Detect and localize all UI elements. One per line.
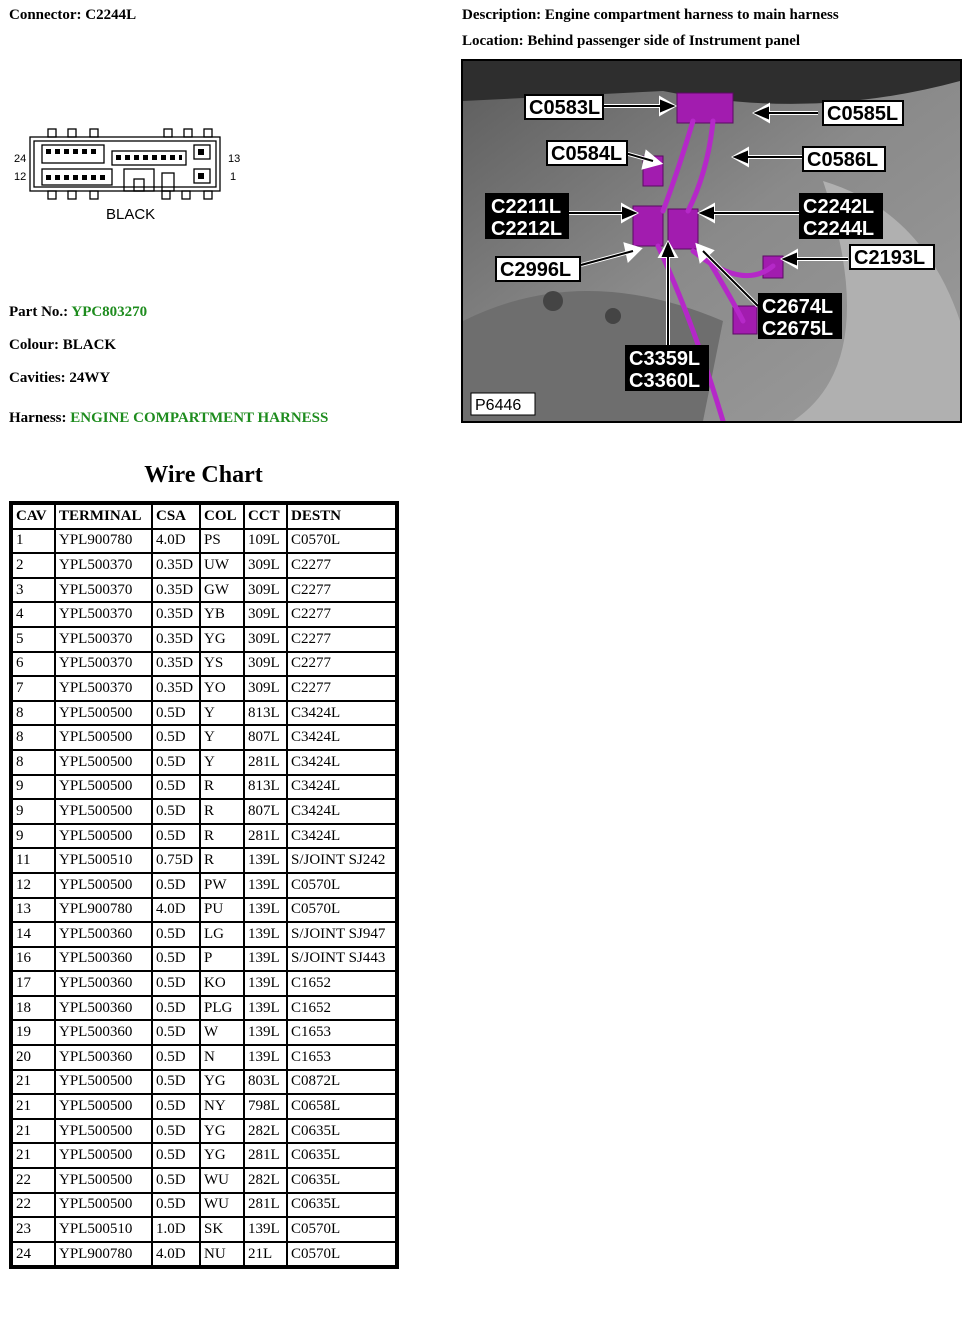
table-row bbox=[12, 1217, 396, 1242]
csa-cell: 0.35D bbox=[152, 578, 200, 603]
callout-c0584l: C0584L bbox=[551, 143, 623, 165]
callout-c2996l: C2996L bbox=[500, 259, 572, 281]
destination-cell: C1652 bbox=[287, 996, 396, 1021]
table-row bbox=[12, 775, 396, 800]
destination-cell: C0635L bbox=[287, 1193, 396, 1218]
wire-chart-table bbox=[9, 501, 399, 1269]
colour-cell: Y bbox=[200, 725, 244, 750]
colour-label: Colour: bbox=[9, 337, 59, 353]
colour-cell: N bbox=[200, 1045, 244, 1070]
terminal-cell: YPL500500 bbox=[55, 1168, 152, 1193]
circuit-cell: 309L bbox=[244, 652, 287, 677]
csa-cell: 4.0D bbox=[152, 1242, 200, 1267]
csa-cell: 0.5D bbox=[152, 1020, 200, 1045]
table-row bbox=[12, 676, 396, 701]
header-cct: CCT bbox=[244, 504, 287, 529]
harness-link[interactable]: ENGINE COMPARTMENT HARNESS bbox=[70, 410, 329, 426]
table-row bbox=[12, 1070, 396, 1095]
table-row bbox=[12, 602, 396, 627]
circuit-cell: 309L bbox=[244, 602, 287, 627]
destination-cell: C0658L bbox=[287, 1094, 396, 1119]
cavities-value: 24WY bbox=[69, 370, 111, 386]
photo-id-label: P6446 bbox=[475, 397, 522, 414]
cav-cell: 8 bbox=[12, 750, 55, 775]
terminal-cell: YPL500360 bbox=[55, 922, 152, 947]
csa-cell: 0.5D bbox=[152, 1045, 200, 1070]
terminal-cell: YPL500360 bbox=[55, 971, 152, 996]
location-line bbox=[462, 33, 800, 50]
circuit-cell: 309L bbox=[244, 676, 287, 701]
csa-cell: 0.5D bbox=[152, 1070, 200, 1095]
circuit-cell: 282L bbox=[244, 1168, 287, 1193]
terminal-cell: YPL500360 bbox=[55, 947, 152, 972]
destination-cell: S/JOINT SJ443 bbox=[287, 947, 396, 972]
callout-c0583l: C0583L bbox=[529, 97, 601, 119]
table-row bbox=[12, 627, 396, 652]
colour-cell: GW bbox=[200, 578, 244, 603]
destination-cell: C3424L bbox=[287, 775, 396, 800]
callout-c2211l: C2211L bbox=[491, 196, 562, 218]
table-row bbox=[12, 947, 396, 972]
cav-cell: 24 bbox=[12, 1242, 55, 1267]
cav-cell: 23 bbox=[12, 1217, 55, 1242]
colour-cell: YG bbox=[200, 1070, 244, 1095]
table-row bbox=[12, 996, 396, 1021]
cavities-line bbox=[9, 370, 110, 387]
terminal-cell: YPL900780 bbox=[55, 898, 152, 923]
table-row bbox=[12, 799, 396, 824]
csa-cell: 0.75D bbox=[152, 848, 200, 873]
destination-cell: C1653 bbox=[287, 1045, 396, 1070]
callout-c2193l: C2193L bbox=[854, 247, 926, 269]
csa-cell: 0.5D bbox=[152, 799, 200, 824]
colour-cell: W bbox=[200, 1020, 244, 1045]
destination-cell: C0872L bbox=[287, 1070, 396, 1095]
circuit-cell: 109L bbox=[244, 529, 287, 554]
circuit-cell: 807L bbox=[244, 799, 287, 824]
colour-cell: P bbox=[200, 947, 244, 972]
circuit-cell: 813L bbox=[244, 701, 287, 726]
csa-cell: 1.0D bbox=[152, 1217, 200, 1242]
csa-cell: 0.5D bbox=[152, 947, 200, 972]
table-row bbox=[12, 922, 396, 947]
circuit-cell: 139L bbox=[244, 848, 287, 873]
csa-cell: 0.5D bbox=[152, 873, 200, 898]
csa-cell: 0.5D bbox=[152, 1193, 200, 1218]
table-row bbox=[12, 971, 396, 996]
table-row bbox=[12, 1094, 396, 1119]
header-col: COL bbox=[200, 504, 244, 529]
destination-cell: C2277 bbox=[287, 578, 396, 603]
destination-cell: S/JOINT SJ947 bbox=[287, 922, 396, 947]
circuit-cell: 139L bbox=[244, 898, 287, 923]
header-csa: CSA bbox=[152, 504, 200, 529]
csa-cell: 0.5D bbox=[152, 971, 200, 996]
circuit-cell: 309L bbox=[244, 578, 287, 603]
colour-cell: WU bbox=[200, 1193, 244, 1218]
terminal-cell: YPL500500 bbox=[55, 750, 152, 775]
destination-cell: C0570L bbox=[287, 873, 396, 898]
cav-cell: 19 bbox=[12, 1020, 55, 1045]
circuit-cell: 139L bbox=[244, 922, 287, 947]
connector-label: Connector: bbox=[9, 7, 82, 23]
destination-cell: C3424L bbox=[287, 750, 396, 775]
terminal-cell: YPL500370 bbox=[55, 602, 152, 627]
terminal-cell: YPL500500 bbox=[55, 1119, 152, 1144]
colour-cell: Y bbox=[200, 750, 244, 775]
csa-cell: 4.0D bbox=[152, 529, 200, 554]
table-row bbox=[12, 1242, 396, 1267]
csa-cell: 0.35D bbox=[152, 627, 200, 652]
circuit-cell: 139L bbox=[244, 1020, 287, 1045]
location-value: Behind passenger side of Instrument panel bbox=[527, 33, 801, 49]
terminal-cell: YPL500500 bbox=[55, 701, 152, 726]
callout-c3360l: C3360L bbox=[629, 370, 701, 392]
circuit-cell: 139L bbox=[244, 996, 287, 1021]
header-terminal: TERMINAL bbox=[55, 504, 152, 529]
colour-cell: KO bbox=[200, 971, 244, 996]
connector-line bbox=[9, 7, 136, 24]
csa-cell: 0.5D bbox=[152, 775, 200, 800]
colour-cell: YG bbox=[200, 627, 244, 652]
wire-chart-title: Wire Chart bbox=[144, 462, 263, 488]
callout-c2242l: C2242L bbox=[803, 196, 875, 218]
terminal-cell: YPL500500 bbox=[55, 725, 152, 750]
destination-cell: C0635L bbox=[287, 1168, 396, 1193]
destination-cell: C3424L bbox=[287, 725, 396, 750]
table-row bbox=[12, 898, 396, 923]
table-row bbox=[12, 652, 396, 677]
cav-cell: 22 bbox=[12, 1168, 55, 1193]
cav-cell: 21 bbox=[12, 1143, 55, 1168]
destination-cell: C2277 bbox=[287, 553, 396, 578]
colour-cell: YB bbox=[200, 602, 244, 627]
csa-cell: 0.5D bbox=[152, 1119, 200, 1144]
diagram-colour-label: BLACK bbox=[106, 206, 156, 223]
cav-cell: 16 bbox=[12, 947, 55, 972]
callout-c2674l: C2674L bbox=[762, 296, 834, 318]
circuit-cell: 139L bbox=[244, 1045, 287, 1070]
colour-cell: LG bbox=[200, 922, 244, 947]
table-row bbox=[12, 725, 396, 750]
table-row bbox=[12, 578, 396, 603]
terminal-cell: YPL500360 bbox=[55, 1020, 152, 1045]
connector-block-c2242l bbox=[668, 209, 698, 249]
cav-cell: 17 bbox=[12, 971, 55, 996]
destination-cell: C2277 bbox=[287, 652, 396, 677]
csa-cell: 0.35D bbox=[152, 602, 200, 627]
connector-value: C2244L bbox=[85, 7, 137, 23]
colour-cell: PU bbox=[200, 898, 244, 923]
colour-cell: YG bbox=[200, 1143, 244, 1168]
destination-cell: C1653 bbox=[287, 1020, 396, 1045]
colour-cell: WU bbox=[200, 1168, 244, 1193]
callout-c0585l: C0585L bbox=[827, 103, 899, 125]
destination-cell: C2277 bbox=[287, 676, 396, 701]
pin-12-label: 12 bbox=[14, 171, 27, 183]
terminal-cell: YPL900780 bbox=[55, 1242, 152, 1267]
table-row bbox=[12, 1143, 396, 1168]
colour-cell: NY bbox=[200, 1094, 244, 1119]
cav-cell: 6 bbox=[12, 652, 55, 677]
csa-cell: 0.5D bbox=[152, 1094, 200, 1119]
circuit-cell: 281L bbox=[244, 824, 287, 849]
table-row bbox=[12, 750, 396, 775]
terminal-cell: YPL500360 bbox=[55, 1045, 152, 1070]
cavities-label: Cavities: bbox=[9, 370, 66, 386]
cav-cell: 8 bbox=[12, 701, 55, 726]
circuit-cell: 139L bbox=[244, 873, 287, 898]
cav-cell: 21 bbox=[12, 1119, 55, 1144]
table-row bbox=[12, 1045, 396, 1070]
circuit-cell: 281L bbox=[244, 750, 287, 775]
terminal-cell: YPL500500 bbox=[55, 1070, 152, 1095]
csa-cell: 0.35D bbox=[152, 553, 200, 578]
cav-cell: 12 bbox=[12, 873, 55, 898]
circuit-cell: 807L bbox=[244, 725, 287, 750]
destination-cell: C0570L bbox=[287, 898, 396, 923]
cav-cell: 9 bbox=[12, 799, 55, 824]
cav-cell: 14 bbox=[12, 922, 55, 947]
pin-13-label: 13 bbox=[228, 153, 241, 165]
destination-cell: C2277 bbox=[287, 602, 396, 627]
destination-cell: C0635L bbox=[287, 1119, 396, 1144]
table-row bbox=[12, 1168, 396, 1193]
callout-c2244l: C2244L bbox=[803, 218, 875, 240]
terminal-cell: YPL500500 bbox=[55, 775, 152, 800]
table-row bbox=[12, 1020, 396, 1045]
terminal-cell: YPL500500 bbox=[55, 1143, 152, 1168]
part-number-link[interactable]: YPC803270 bbox=[71, 304, 148, 320]
table-row bbox=[12, 553, 396, 578]
circuit-cell: 309L bbox=[244, 553, 287, 578]
callout-c0586l: C0586L bbox=[807, 149, 879, 171]
destination-cell: C0570L bbox=[287, 529, 396, 554]
cav-cell: 22 bbox=[12, 1193, 55, 1218]
colour-cell: Y bbox=[200, 701, 244, 726]
csa-cell: 4.0D bbox=[152, 898, 200, 923]
terminal-cell: YPL500500 bbox=[55, 824, 152, 849]
table-row bbox=[12, 701, 396, 726]
csa-cell: 0.5D bbox=[152, 750, 200, 775]
colour-line bbox=[9, 337, 116, 354]
cav-cell: 2 bbox=[12, 553, 55, 578]
panel-hole-icon bbox=[605, 308, 621, 324]
terminal-cell: YPL500370 bbox=[55, 676, 152, 701]
csa-cell: 0.5D bbox=[152, 701, 200, 726]
cav-cell: 1 bbox=[12, 529, 55, 554]
colour-cell: YS bbox=[200, 652, 244, 677]
circuit-cell: 282L bbox=[244, 1119, 287, 1144]
destination-cell: C3424L bbox=[287, 701, 396, 726]
description-line bbox=[462, 7, 839, 24]
colour-cell: NU bbox=[200, 1242, 244, 1267]
circuit-cell: 139L bbox=[244, 947, 287, 972]
destination-cell: C2277 bbox=[287, 627, 396, 652]
wire-chart-header-row bbox=[12, 504, 396, 529]
circuit-cell: 139L bbox=[244, 1217, 287, 1242]
destination-cell: C0570L bbox=[287, 1217, 396, 1242]
cav-cell: 18 bbox=[12, 996, 55, 1021]
destination-cell: C0570L bbox=[287, 1242, 396, 1267]
terminal-cell: YPL500510 bbox=[55, 1217, 152, 1242]
terminal-cell: YPL500510 bbox=[55, 848, 152, 873]
connector-face-diagram bbox=[12, 125, 252, 225]
table-row bbox=[12, 873, 396, 898]
circuit-cell: 21L bbox=[244, 1242, 287, 1267]
callout-c2675l: C2675L bbox=[762, 318, 834, 340]
csa-cell: 0.5D bbox=[152, 824, 200, 849]
connector-block-c2211l bbox=[633, 206, 663, 246]
circuit-cell: 281L bbox=[244, 1193, 287, 1218]
pin-1-label: 1 bbox=[230, 171, 237, 183]
cav-cell: 13 bbox=[12, 898, 55, 923]
circuit-cell: 813L bbox=[244, 775, 287, 800]
terminal-cell: YPL500370 bbox=[55, 627, 152, 652]
destination-cell: C1652 bbox=[287, 971, 396, 996]
csa-cell: 0.5D bbox=[152, 922, 200, 947]
callout-c3359l: C3359L bbox=[629, 348, 701, 370]
terminal-cell: YPL900780 bbox=[55, 529, 152, 554]
destination-cell: C3424L bbox=[287, 824, 396, 849]
cav-cell: 21 bbox=[12, 1094, 55, 1119]
harness-line bbox=[9, 410, 328, 427]
csa-cell: 0.5D bbox=[152, 1143, 200, 1168]
cav-cell: 4 bbox=[12, 602, 55, 627]
location-photo bbox=[461, 59, 962, 423]
part-number-line bbox=[9, 304, 147, 321]
cav-cell: 9 bbox=[12, 824, 55, 849]
cav-cell: 7 bbox=[12, 676, 55, 701]
table-row bbox=[12, 848, 396, 873]
colour-value: BLACK bbox=[62, 337, 117, 353]
colour-cell: SK bbox=[200, 1217, 244, 1242]
header-cav: CAV bbox=[12, 504, 55, 529]
header-destn: DESTN bbox=[287, 504, 396, 529]
colour-cell: PLG bbox=[200, 996, 244, 1021]
terminal-cell: YPL500500 bbox=[55, 1094, 152, 1119]
cav-cell: 8 bbox=[12, 725, 55, 750]
wire-chart-body bbox=[12, 529, 396, 1267]
terminal-cell: YPL500500 bbox=[55, 1193, 152, 1218]
circuit-cell: 803L bbox=[244, 1070, 287, 1095]
pin-24-label: 24 bbox=[14, 153, 27, 165]
terminal-cell: YPL500370 bbox=[55, 553, 152, 578]
colour-cell: R bbox=[200, 799, 244, 824]
location-label: Location: bbox=[462, 33, 524, 49]
table-row bbox=[12, 824, 396, 849]
csa-cell: 0.5D bbox=[152, 996, 200, 1021]
terminal-cell: YPL500370 bbox=[55, 578, 152, 603]
table-row bbox=[12, 1193, 396, 1218]
colour-cell: PS bbox=[200, 529, 244, 554]
table-row bbox=[12, 529, 396, 554]
circuit-cell: 139L bbox=[244, 971, 287, 996]
colour-cell: R bbox=[200, 848, 244, 873]
circuit-cell: 798L bbox=[244, 1094, 287, 1119]
panel-hole-icon bbox=[543, 291, 563, 311]
description-value: Engine compartment harness to main harness bbox=[544, 7, 839, 23]
cav-cell: 21 bbox=[12, 1070, 55, 1095]
colour-cell: PW bbox=[200, 873, 244, 898]
destination-cell: C0635L bbox=[287, 1143, 396, 1168]
circuit-cell: 309L bbox=[244, 627, 287, 652]
harness-label: Harness: bbox=[9, 410, 67, 426]
cav-cell: 11 bbox=[12, 848, 55, 873]
cav-cell: 9 bbox=[12, 775, 55, 800]
cav-cell: 3 bbox=[12, 578, 55, 603]
colour-cell: R bbox=[200, 775, 244, 800]
table-row bbox=[12, 1119, 396, 1144]
colour-cell: YG bbox=[200, 1119, 244, 1144]
destination-cell: C3424L bbox=[287, 799, 396, 824]
csa-cell: 0.35D bbox=[152, 652, 200, 677]
terminal-cell: YPL500500 bbox=[55, 799, 152, 824]
csa-cell: 0.35D bbox=[152, 676, 200, 701]
description-label: Description: bbox=[462, 7, 542, 23]
csa-cell: 0.5D bbox=[152, 1168, 200, 1193]
colour-cell: UW bbox=[200, 553, 244, 578]
csa-cell: 0.5D bbox=[152, 725, 200, 750]
connector-block-c0583l bbox=[677, 93, 733, 123]
cav-cell: 5 bbox=[12, 627, 55, 652]
part-number-label: Part No.: bbox=[9, 304, 69, 320]
cav-cell: 20 bbox=[12, 1045, 55, 1070]
terminal-cell: YPL500370 bbox=[55, 652, 152, 677]
callout-c2212l: C2212L bbox=[491, 218, 563, 240]
colour-cell: YO bbox=[200, 676, 244, 701]
colour-cell: R bbox=[200, 824, 244, 849]
terminal-cell: YPL500360 bbox=[55, 996, 152, 1021]
circuit-cell: 281L bbox=[244, 1143, 287, 1168]
terminal-cell: YPL500500 bbox=[55, 873, 152, 898]
destination-cell: S/JOINT SJ242 bbox=[287, 848, 396, 873]
